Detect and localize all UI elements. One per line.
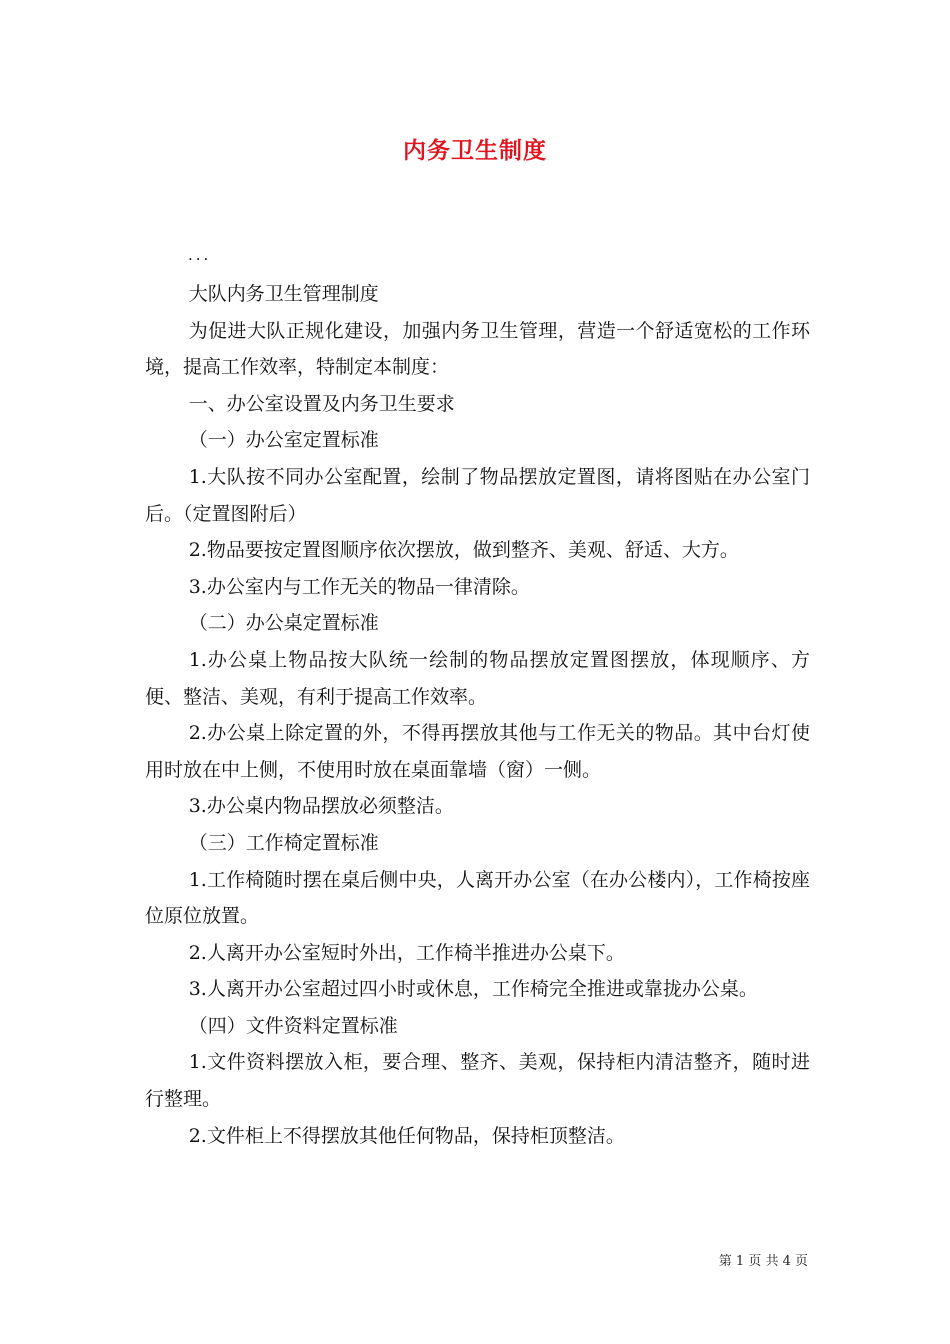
- list-item: 2.人离开办公室短时外出，工作椅半推进办公桌下。: [188, 941, 625, 964]
- subsection-heading-desk: （二）办公桌定置标准: [188, 612, 379, 635]
- list-item: 1.办公桌上物品按大队统一绘制的物品摆放定置图摆放，体现顺序、方便、整洁、美观，有利于提高工作效率。: [145, 648, 810, 708]
- list-item: 3.办公桌内物品摆放必须整洁。: [188, 795, 454, 818]
- list-item: 1.大队按不同办公室配置，绘制了物品摆放定置图，请将图贴在办公室门后。（定置图附后）: [145, 465, 810, 525]
- list-item: 2.办公桌上除定置的外，不得再摆放其他与工作无关的物品。其中台灯使用时放在中上侧，不使用时放在桌面靠墙（窗）一侧。: [145, 722, 810, 781]
- subsection-heading-chair: （三）工作椅定置标准: [188, 831, 379, 854]
- paragraph-purpose: 为促进大队正规化建设，加强内务卫生管理，营造一个舒适宽松的工作环境，提高工作效率，特制定本制度：: [145, 319, 810, 379]
- page-number: 第 1 页 共 4 页: [718, 1254, 808, 1269]
- paragraph-intro-title: 大队内务卫生管理制度: [188, 283, 379, 305]
- page-title: 内务卫生制度: [403, 137, 547, 164]
- list-item: 1.文件资料摆放入柜，要合理、整齐、美观，保持柜内清洁整齐，随时进行整理。: [145, 1051, 810, 1111]
- section-heading-1: 一、办公室设置及内务卫生要求: [188, 392, 455, 415]
- subsection-heading-office: （一）办公室定置标准: [188, 429, 379, 452]
- document-body: [145, 276, 810, 1154]
- list-item: 3.办公室内与工作无关的物品一律清除。: [188, 575, 530, 598]
- list-item: 1.工作椅随时摆在桌后侧中央，人离开办公室（在办公楼内），工作椅按座位原位放置。: [145, 868, 810, 928]
- ellipsis-marker: ...: [188, 246, 212, 264]
- subsection-heading-files: （四）文件资料定置标准: [188, 1014, 398, 1037]
- list-item: 2.文件柜上不得摆放其他任何物品，保持柜顶整洁。: [188, 1124, 625, 1147]
- list-item: 3.人离开办公室超过四小时或休息，工作椅完全推进或靠拢办公桌。: [188, 978, 758, 1001]
- list-item: 2.物品要按定置图顺序依次摆放，做到整齐、美观、舒适、大方。: [188, 539, 739, 562]
